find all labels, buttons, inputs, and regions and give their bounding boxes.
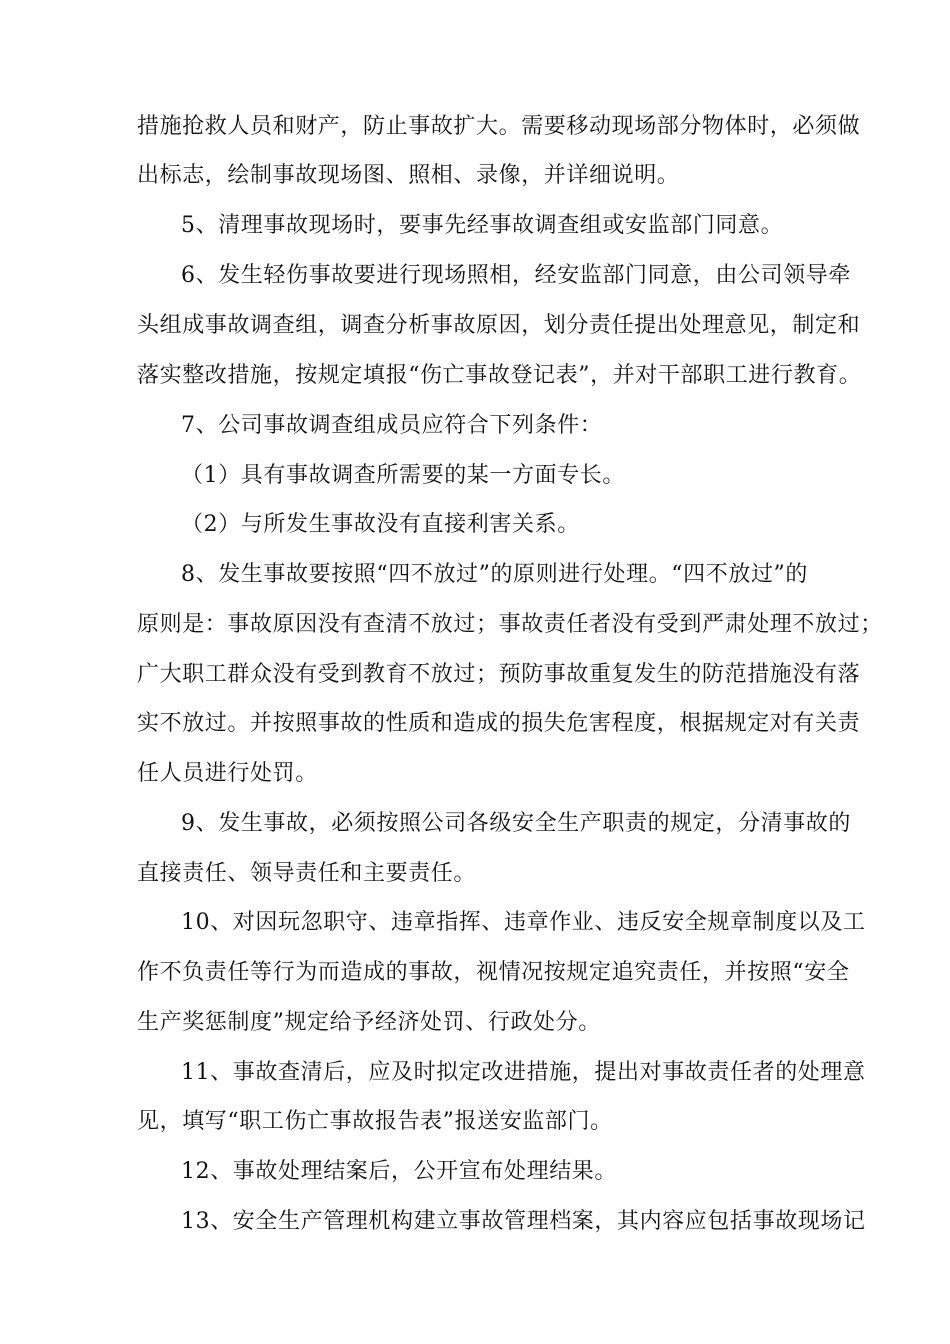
- text-line: 作不负责任等行为而造成的事故，视情况按规定追究责任，并按照“安全: [137, 960, 850, 985]
- text-line: 8、发生事故要按照“四不放过”的原则进行处理。“四不放过”的: [181, 562, 808, 587]
- text-line: 5、清理事故现场时，要事先经事故调查组或安监部门同意。: [181, 213, 784, 238]
- text-line: 见，填写“职工伤亡事故报告表”报送安监部门。: [137, 1109, 613, 1134]
- text-line: 13、安全生产管理机构建立事故管理档案，其内容应包括事故现场记: [181, 1209, 866, 1234]
- text-line: 广大职工群众没有受到教育不放过；预防事故重复发生的防范措施没有落: [137, 662, 861, 687]
- text-line: 落实整改措施，按规定填报“伤亡事故登记表”，并对干部职工进行教育。: [137, 363, 862, 388]
- text-line: 原则是：事故原因没有查清不放过；事故责任者没有受到严肃处理不放过；: [137, 612, 883, 637]
- text-line: 生产奖惩制度”规定给予经济处罚、行政处分。: [137, 1010, 601, 1035]
- text-line: 11、事故查清后，应及时拟定改进措施，提出对事故责任者的处理意: [181, 1060, 866, 1085]
- text-line: （2）与所发生事故没有直接利害关系。: [181, 512, 580, 537]
- text-line: 措施抢救人员和财产，防止事故扩大。需要移动现场部分物体时，必须做: [137, 114, 861, 139]
- text-line: 9、发生事故，必须按照公司各级安全生产职责的规定，分清事故的: [181, 811, 851, 836]
- text-line: 任人员进行处罚。: [137, 761, 318, 786]
- text-line: （1）具有事故调查所需要的某一方面专长。: [181, 463, 625, 488]
- text-line: 12、事故处理结案后，公开宣布处理结果。: [181, 1159, 617, 1184]
- text-line: 出标志，绘制事故现场图、照相、录像，并详细说明。: [137, 163, 680, 188]
- text-line: 头组成事故调查组，调查分析事故原因，划分责任提出处理意见，制定和: [137, 313, 861, 338]
- text-line: 6、发生轻伤事故要进行现场照相，经安监部门同意，由公司领导牵: [181, 263, 851, 288]
- text-line: 直接责任、领导责任和主要责任。: [137, 861, 477, 886]
- text-line: 10、对因玩忽职守、违章指挥、违章作业、违反安全规章制度以及工: [181, 910, 866, 935]
- text-line: 实不放过。并按照事故的性质和造成的损失危害程度，根据规定对有关责: [137, 711, 861, 736]
- text-line: 7、公司事故调查组成员应符合下列条件：: [181, 413, 603, 438]
